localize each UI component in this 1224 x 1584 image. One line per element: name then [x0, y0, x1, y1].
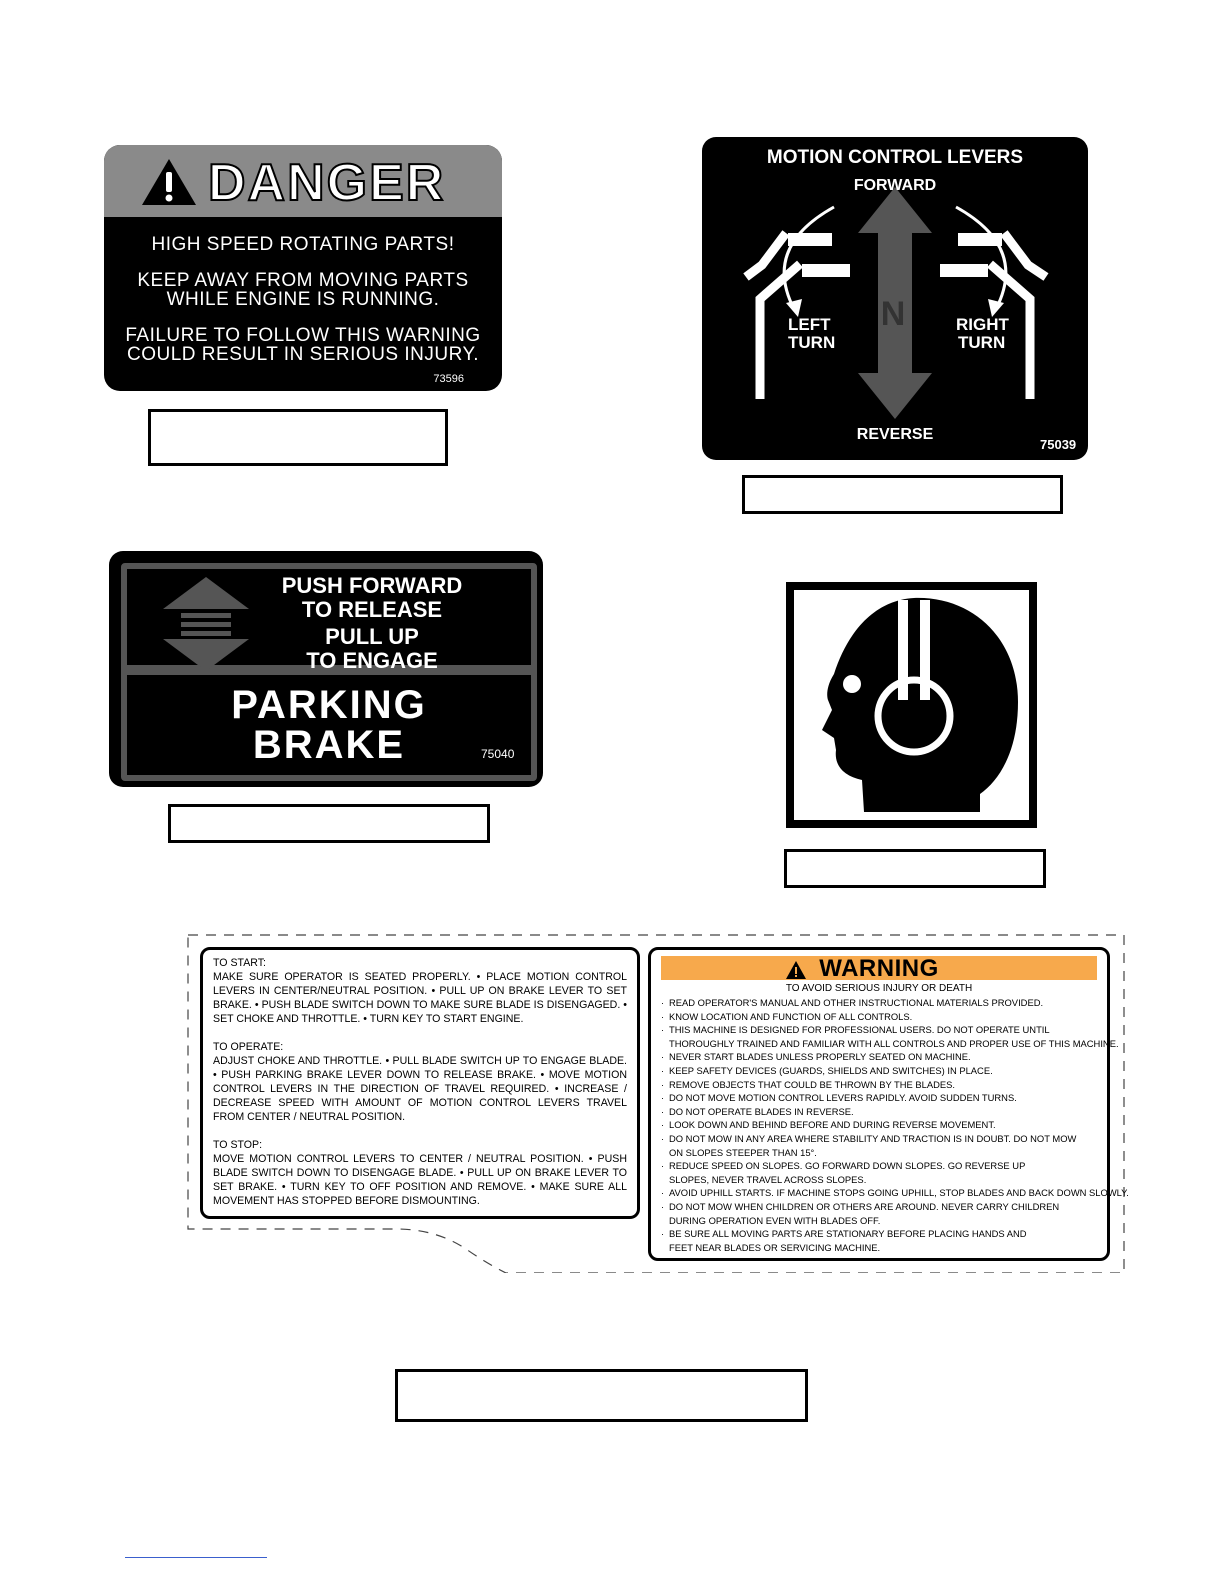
danger-line-2b: WHILE ENGINE IS RUNNING.: [166, 289, 440, 310]
hearing-protection-decal: [786, 582, 1037, 828]
warning-list: [661, 996, 1129, 1254]
parking-caption-box: [168, 804, 490, 843]
warning-heading: WARNING: [819, 955, 939, 982]
warning-item: · KNOW LOCATION AND FUNCTION OF ALL CONTROLS.: [661, 1010, 1097, 1024]
danger-line-3b: COULD RESULT IN SERIOUS INJURY.: [127, 344, 479, 365]
parking-brake-decal: [109, 551, 543, 787]
danger-decal: [104, 145, 502, 391]
parking-line-3: PULL UP: [325, 624, 419, 649]
warning-item: · DO NOT MOVE MOTION CONTROL LEVERS RAPIDLY. AVOID SUDDEN TURNS.: [661, 1091, 1097, 1105]
warning-item: · THIS MACHINE IS DESIGNED FOR PROFESSIONAL USERS. DO NOT OPERATE UNTIL: [661, 1023, 1097, 1037]
warning-item-continued: THOROUGHLY TRAINED AND FAMILIAR WITH ALL CONTROLS AND PROPER USE OF THIS MACHINE.: [669, 1037, 1119, 1049]
operate-text: ADJUST CHOKE AND THROTTLE. • PULL BLADE SWITCH UP TO ENGAGE BLADE. • PUSH PARKING BRAKE LEVER DOWN TO RELEASE BRAKE. • MOVE MOTION CONTROL LEVERS IN THE DIRECTION OF TRAVEL REQUIRED. • INCREASE / DECREASE SPEED WITH AMOUNT OF MOTION CONTROL LEVERS TRAVEL FROM CENTER / NEUTRAL POSITION.: [213, 1055, 627, 1123]
danger-code: 73596: [433, 373, 464, 385]
warning-triangle-icon: [785, 960, 807, 980]
parking-line-1: PUSH FORWARD: [281, 573, 463, 598]
danger-line-2a: KEEP AWAY FROM MOVING PARTS: [137, 270, 469, 291]
danger-line-3a: FAILURE TO FOLLOW THIS WARNING: [125, 325, 481, 346]
parking-code: 75040: [481, 747, 515, 761]
warning-subheading: TO AVOID SERIOUS INJURY OR DEATH: [785, 983, 973, 994]
warning-item: · BE SURE ALL MOVING PARTS ARE STATIONARY BEFORE PLACING HANDS AND: [661, 1227, 1097, 1241]
motion-left-1: LEFT: [788, 315, 831, 334]
hearing-caption-box: [784, 849, 1046, 888]
motion-title: MOTION CONTROL LEVERS: [766, 147, 1024, 168]
warning-item: · READ OPERATOR'S MANUAL AND OTHER INSTRUCTIONAL MATERIALS PROVIDED.: [661, 996, 1097, 1010]
operating-instructions-panel: [200, 947, 640, 1219]
stop-heading: TO STOP:: [213, 1139, 263, 1151]
warning-item-continued: FEET NEAR BLADES OR SERVICING MACHINE.: [669, 1241, 881, 1253]
danger-caption-box: [148, 409, 448, 466]
motion-reverse: REVERSE: [856, 426, 934, 443]
warning-triangle-icon: [140, 157, 198, 207]
parking-line-2: TO RELEASE: [301, 597, 443, 622]
motion-control-decal: [702, 137, 1088, 460]
danger-header: [104, 145, 502, 217]
warning-bar: [661, 956, 1097, 980]
motion-caption-box: [742, 475, 1063, 514]
instruction-caption-box: [395, 1369, 808, 1422]
hearing-protection-icon: [794, 590, 1029, 820]
parking-big-2: BRAKE: [252, 723, 406, 767]
stop-text: MOVE MOTION CONTROL LEVERS TO CENTER / NEUTRAL POSITION. • PUSH BLADE SWITCH DOWN TO DISENGAGE BLADE. • PULL UP ON BRAKE LEVER TO SET BRAKE. • TURN KEY TO OFF POSITION AND REMOVE. • MAKE SURE ALL MOVEMENT HAS STOPPED BEFORE DISMOUNTING.: [213, 1153, 627, 1207]
warning-item: · REDUCE SPEED ON SLOPES. GO FORWARD DOWN SLOPES. GO REVERSE UP: [661, 1159, 1097, 1173]
warning-item: · AVOID UPHILL STARTS. IF MACHINE STOPS GOING UPHILL, STOP BLADES AND BACK DOWN SLOWLY.: [661, 1186, 1097, 1200]
warning-item: · DO NOT MOW WHEN CHILDREN OR OTHERS ARE AROUND. NEVER CARRY CHILDREN: [661, 1200, 1097, 1214]
motion-left-2: TURN: [788, 333, 836, 352]
start-heading: TO START:: [213, 957, 266, 969]
motion-code: 75039: [1040, 437, 1077, 452]
instruction-decal: [186, 933, 1129, 1273]
warning-item: · REMOVE OBJECTS THAT COULD BE THROWN BY THE BLADES.: [661, 1078, 1097, 1092]
footnote-rule: [125, 1557, 267, 1558]
motion-right-2: TURN: [958, 333, 1006, 352]
warning-item-continued: DURING OPERATION EVEN WITH BLADES OFF.: [669, 1214, 881, 1226]
warning-item: · DO NOT MOW IN ANY AREA WHERE STABILITY AND TRACTION IS IN DOUBT. DO NOT MOW: [661, 1132, 1097, 1146]
warning-panel: [648, 947, 1129, 1261]
warning-item: · KEEP SAFETY DEVICES (GUARDS, SHIELDS AND SWITCHES) IN PLACE.: [661, 1064, 1097, 1078]
warning-item: · DO NOT OPERATE BLADES IN REVERSE.: [661, 1105, 1097, 1119]
up-down-arrow-icon: [161, 575, 251, 671]
warning-item-continued: SLOPES, NEVER TRAVEL ACROSS SLOPES.: [669, 1173, 867, 1185]
motion-right-1: RIGHT: [956, 315, 1009, 334]
motion-neutral: N: [880, 295, 906, 333]
danger-heading: DANGER: [208, 154, 446, 212]
start-text: MAKE SURE OPERATOR IS SEATED PROPERLY. • PLACE MOTION CONTROL LEVERS IN CENTER/NEUTRAL POSITION. • PULL UP ON BRAKE LEVER TO SET BRAKE. • PUSH BLADE SWITCH DOWN TO MAKE SURE BLADE IS DISENGAGED. • SET CHOKE AND THROTTLE. • TURN KEY TO START ENGINE.: [213, 971, 627, 1025]
motion-forward: FORWARD: [853, 177, 937, 194]
warning-item: · NEVER START BLADES UNLESS PROPERLY SEATED ON MACHINE.: [661, 1050, 1097, 1064]
operate-heading: TO OPERATE:: [213, 1041, 284, 1053]
warning-item: · LOOK DOWN AND BEHIND BEFORE AND DURING REVERSE MOVEMENT.: [661, 1118, 1097, 1132]
warning-item-continued: ON SLOPES STEEPER THAN 15°.: [669, 1146, 817, 1158]
parking-line-4: TO ENGAGE: [306, 648, 438, 673]
danger-line-1: HIGH SPEED ROTATING PARTS!: [151, 234, 455, 255]
parking-big-1: PARKING: [231, 683, 427, 727]
